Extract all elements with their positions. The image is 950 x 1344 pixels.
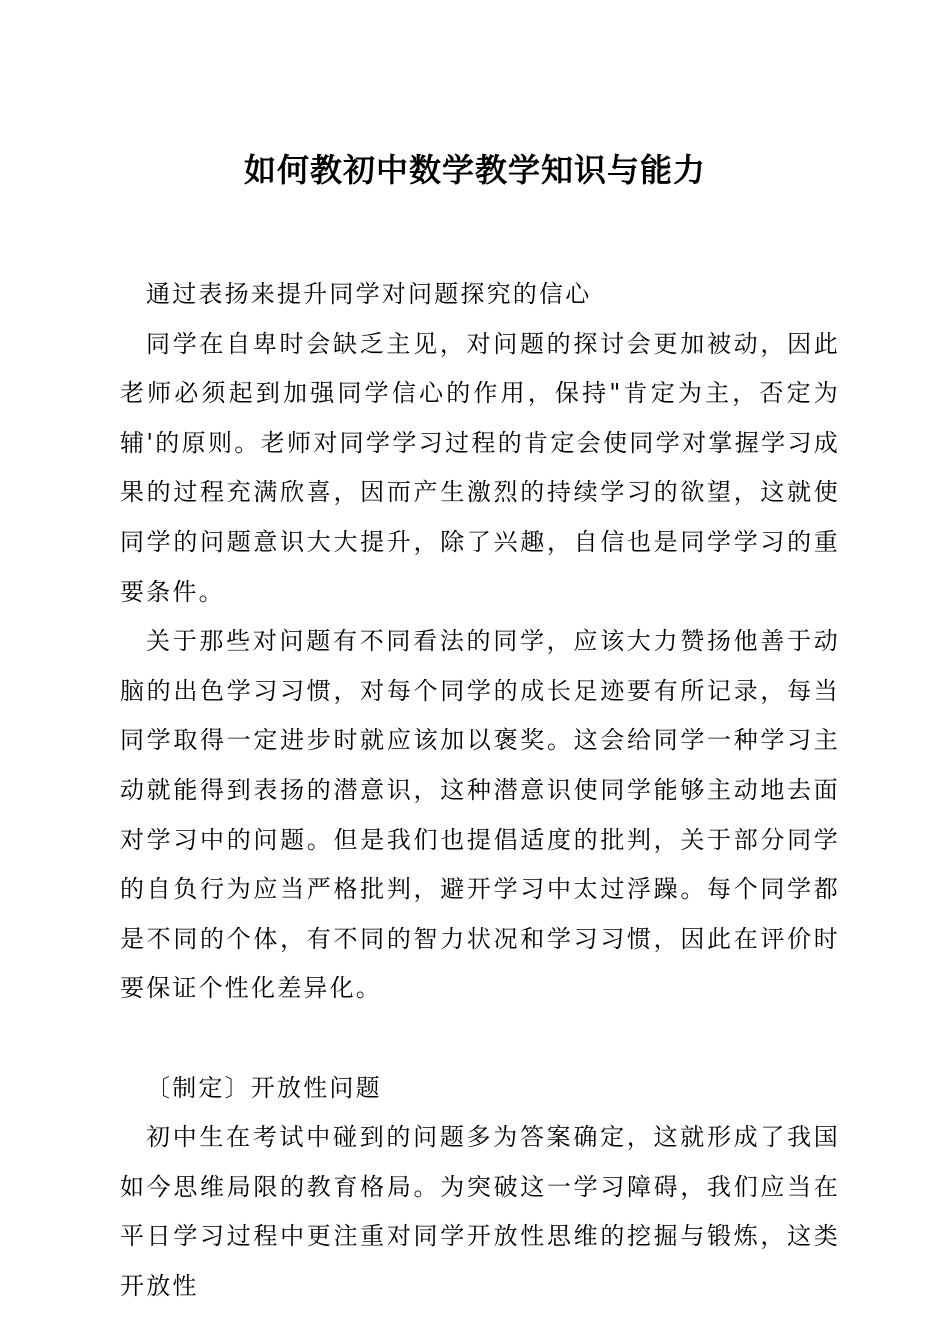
section-spacer <box>120 1014 840 1064</box>
document-body <box>120 270 840 1311</box>
section-heading-1: 通过表扬来提升同学对问题探究的信心 <box>146 280 592 308</box>
paragraph-2-1: 初中生在考试中碰到的问题多为答案确定，这就形成了我国如今思维局限的教育格局。为突破这一学习障碍，我们应当在平日学习过程中更注重对同学开放性思维的挖掘与锻炼，这类开放性 <box>120 1123 840 1300</box>
paragraph-1-1: 同学在自卑时会缺乏主见，对问题的探讨会更加被动，因此老师必须起到加强同学信心的作用，保持"肯定为主，否定为辅'的原则。老师对同学学习过程的肯定会使同学对掌握学习成果的过程充满欣喜，因而产生激烈的持续学习的欲望，这就使同学的问题意识大大提升，除了兴趣，自信也是同学学习的重要条件。 <box>120 329 840 606</box>
section-heading-2: 〔制定〕开放性问题 <box>146 1073 382 1102</box>
document-title: 如何教初中数学教学知识与能力 <box>243 151 706 189</box>
paragraph-1-2: 关于那些对问题有不同看法的同学，应该大力赞扬他善于动脑的出色学习习惯，对每个同学的成长足迹要有所记录，每当同学取得一定进步时就应该加以褒奖。这会给同学一种学习主动就能得到表扬的潜意识，这种潜意识使同学能够主动地去面对学习中的问题。但是我们也提倡适度的批判，关于部分同学的自负行为应当严格批判，避开学习中太过浮躁。每个同学都是不同的个体，有不同的智力状况和学习习惯，因此在评价时要保证个性化差异化。 <box>120 627 840 1003</box>
